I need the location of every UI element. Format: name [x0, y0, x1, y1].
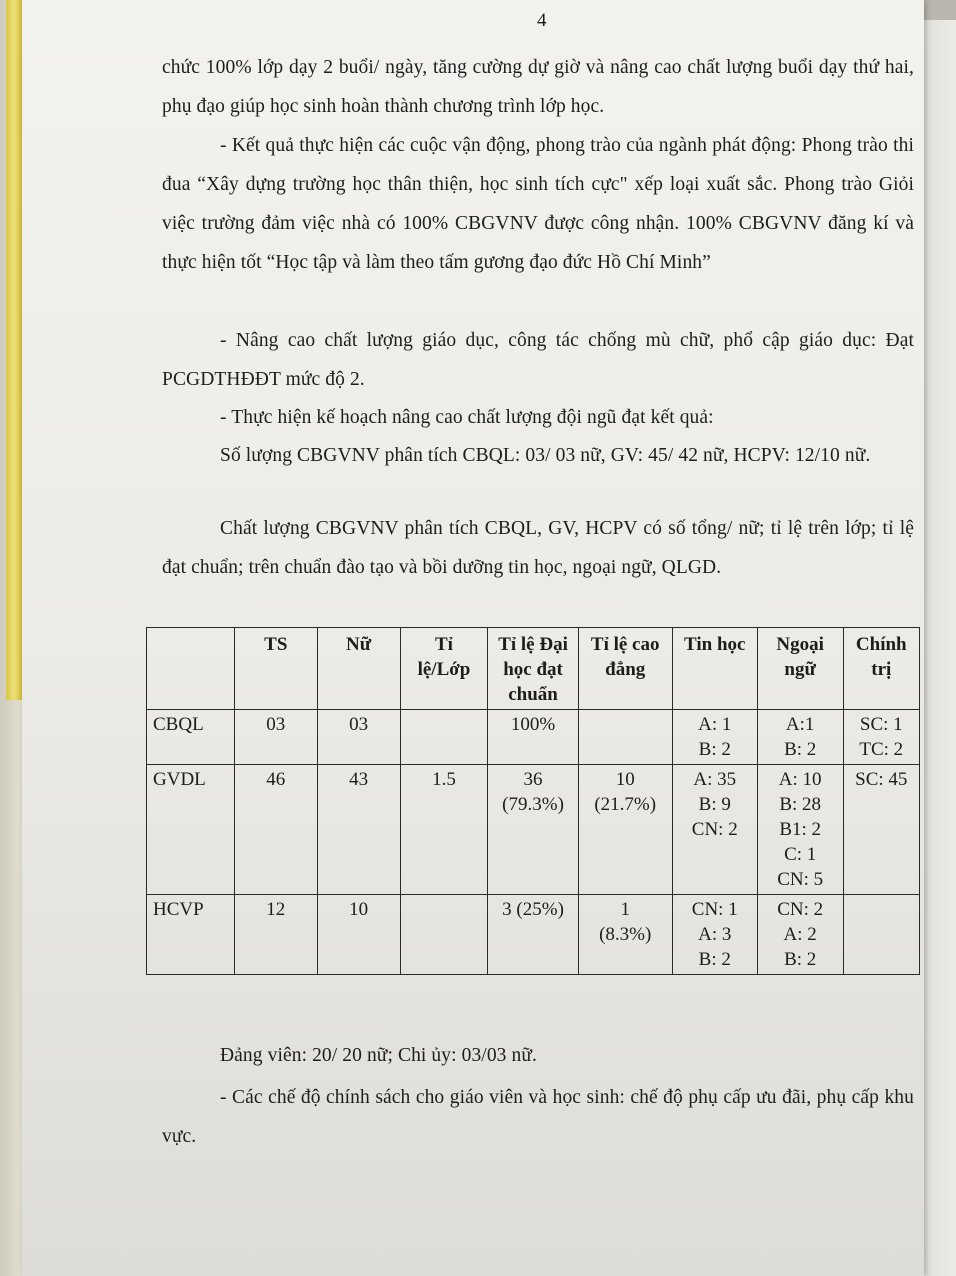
paragraph-4: - Thực hiện kế hoạch nâng cao chất lượng đội ngũ đạt kết quả:	[220, 407, 714, 428]
table-row	[147, 765, 920, 895]
table-cell: A: 10 B: 28 B1: 2 C: 1 CN: 5	[757, 765, 843, 895]
table-cell: GVDL	[147, 765, 235, 895]
paragraph-7: Đảng viên: 20/ 20 nữ; Chi ủy: 03/03 nữ.	[220, 1045, 537, 1066]
table-cell: 46	[234, 765, 317, 895]
yellow-folder-edge	[6, 0, 22, 700]
table-cell: A: 1 B: 2	[672, 710, 757, 765]
table-cell: 03	[317, 710, 400, 765]
table-cell	[843, 895, 919, 975]
paragraph-8: - Các chế độ chính sách cho giáo viên và học sinh: chế độ phụ cấp ưu đãi, phụ cấp khu vực.	[162, 1087, 914, 1147]
document-page	[22, 0, 924, 1276]
table-cell: 10 (21.7%)	[578, 765, 672, 895]
table-cell: 1 (8.3%)	[578, 895, 672, 975]
paragraph-1: chức 100% lớp dạy 2 buổi/ ngày, tăng cường dự giờ và nâng cao chất lượng buổi dạy thứ hai, phụ đạo giúp học sinh hoàn thành chương trình lớp học.	[162, 57, 914, 117]
header-cell: Tỉ lệ/Lớp	[400, 628, 488, 710]
table-cell: A:1 B: 2	[757, 710, 843, 765]
header-cell: Tỉ lệ cao đẳng	[578, 628, 672, 710]
table-cell: 36 (79.3%)	[488, 765, 578, 895]
table-cell: HCVP	[147, 895, 235, 975]
table-cell	[400, 895, 488, 975]
table-cell: 43	[317, 765, 400, 895]
table-header-row	[147, 628, 920, 710]
table-cell: SC: 1 TC: 2	[843, 710, 919, 765]
header-cell: Tin học	[672, 628, 757, 710]
header-cell: Ngoại ngữ	[757, 628, 843, 710]
table-cell: 100%	[488, 710, 578, 765]
header-cell: TS	[234, 628, 317, 710]
page-number: 4	[537, 10, 547, 31]
table-cell: 1.5	[400, 765, 488, 895]
paragraph-5: Số lượng CBGVNV phân tích CBQL: 03/ 03 nữ, GV: 45/ 42 nữ, HCPV: 12/10 nữ.	[220, 445, 871, 466]
table-cell: CN: 2 A: 2 B: 2	[757, 895, 843, 975]
table-cell: CBQL	[147, 710, 235, 765]
table-row	[147, 895, 920, 975]
header-cell: Tỉ lệ Đại học đạt chuẩn	[488, 628, 578, 710]
table-cell: 03	[234, 710, 317, 765]
table-row	[147, 710, 920, 765]
header-cell: Chính trị	[843, 628, 919, 710]
header-cell: Nữ	[317, 628, 400, 710]
table-cell: A: 35 B: 9 CN: 2	[672, 765, 757, 895]
table-cell: CN: 1 A: 3 B: 2	[672, 895, 757, 975]
paragraph-3: - Nâng cao chất lượng giáo dục, công tác chống mù chữ, phổ cập giáo dục: Đạt PCGDTHĐĐT mức độ 2.	[162, 330, 914, 390]
staff-quality-table	[146, 627, 920, 975]
header-cell	[147, 628, 235, 710]
table-cell: 3 (25%)	[488, 895, 578, 975]
paragraph-2: - Kết quả thực hiện các cuộc vận động, phong trào của ngành phát động: Phong trào thi đua “Xây dựng trường học thân thiện, học sinh tích cực" xếp loại xuất sắc. Phong trào Giỏi việc trường đảm việc nhà có 100% CBGVNV được công nhận. 100% CBGVNV đăng kí và thực hiện tốt “Học tập và làm theo tấm gương đạo đức Hồ Chí Minh”	[162, 135, 914, 273]
paragraph-6: Chất lượng CBGVNV phân tích CBQL, GV, HCPV có số tổng/ nữ; tỉ lệ trên lớp; tỉ lệ đạt chuẩn; trên chuẩn đào tạo và bồi dưỡng tin học, ngoại ngữ, QLGD.	[162, 518, 914, 578]
table-cell	[578, 710, 672, 765]
table-cell: 10	[317, 895, 400, 975]
table-cell: 12	[234, 895, 317, 975]
table-cell: SC: 45	[843, 765, 919, 895]
table-cell	[400, 710, 488, 765]
